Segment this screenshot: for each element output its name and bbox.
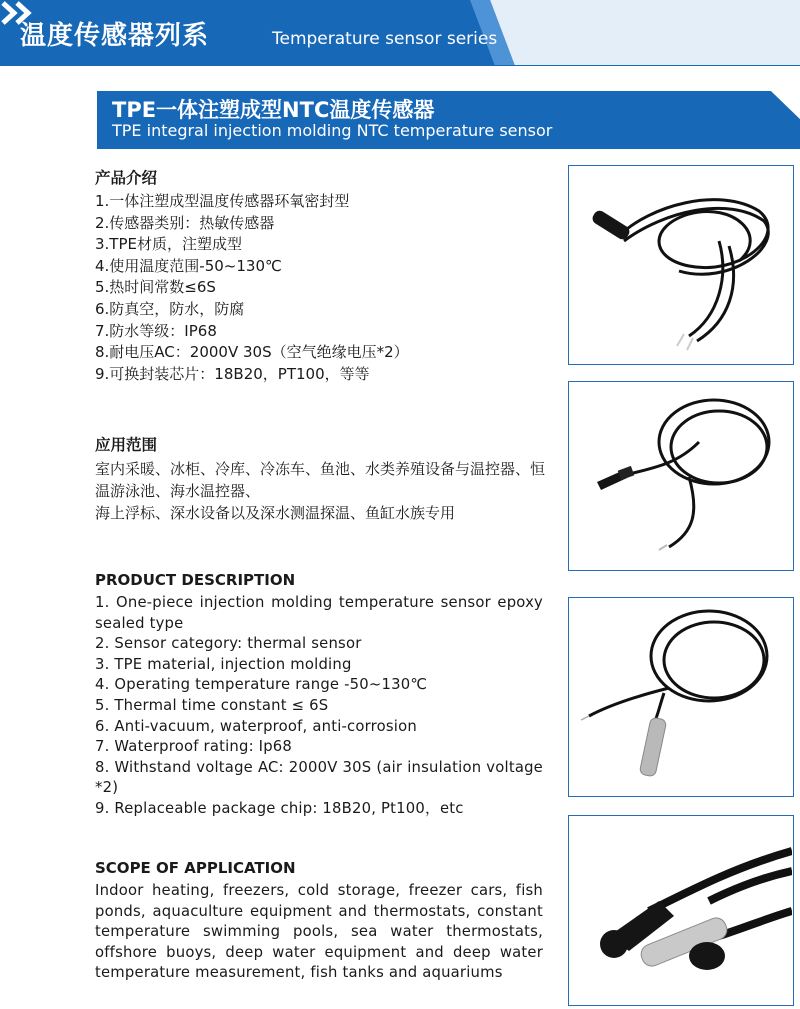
banner-title-cn: 温度传感器列系	[20, 21, 210, 51]
desc-en-heading: PRODUCT DESCRIPTION	[95, 571, 296, 589]
coiled-cable-sensor-image	[569, 166, 792, 363]
list-item: 3. TPE material, injection molding	[95, 655, 352, 673]
product-photo-2	[568, 381, 794, 571]
intro-cn-heading: 产品介绍	[95, 169, 158, 187]
scope-cn-text: 室内采暖、冰柜、冷库、冷冻车、鱼池、水类养殖设备与温控器、恒温游泳池、海水温控器、	[95, 460, 546, 500]
list-item: 2. Sensor category: thermal sensor	[95, 635, 362, 653]
product-photo-4	[568, 815, 794, 1006]
scope-en-heading: SCOPE OF APPLICATION	[95, 859, 296, 877]
list-item: 1. One-piece injection molding temperature sensor epoxy sealed type	[95, 594, 543, 632]
list-item: 8.耐电压AC：2000V 30S（空气绝缘电压*2）	[95, 343, 409, 362]
scope-en-section	[95, 857, 543, 984]
sensor-probes-closeup-image	[569, 816, 792, 1004]
list-item: 4. Operating temperature range -50~130℃	[95, 676, 428, 694]
list-item: 6. Anti-vacuum, waterproof, anti-corrosion	[95, 717, 417, 735]
double-chevron-right-icon	[0, 0, 36, 26]
list-item: 1.一体注塑成型温度传感器环氧密封型	[95, 192, 350, 210]
intro-cn-section	[95, 167, 545, 385]
scope-cn-heading: 应用范围	[95, 436, 158, 454]
desc-en-section	[95, 569, 543, 820]
product-photo-1	[568, 165, 794, 365]
list-item: 2.传感器类别：热敏传感器	[95, 213, 275, 232]
list-item: 9. Replaceable package chip: 18B20, Pt100，etc	[95, 799, 464, 817]
coiled-cable-sensor-image	[569, 382, 792, 569]
scope-cn-section	[95, 434, 553, 524]
top-banner	[0, 0, 800, 66]
list-item: 6.防真空，防水，防腐	[95, 299, 245, 318]
list-item: 7. Waterproof rating: Ip68	[95, 738, 293, 756]
list-item: 5. Thermal time constant ≤ 6S	[95, 696, 329, 714]
product-photo-3	[568, 597, 794, 797]
subtitle-en: TPE integral injection molding NTC temperature sensor	[112, 121, 553, 140]
banner-title-en: Temperature sensor series	[272, 29, 498, 49]
list-item: 3.TPE材质，注塑成型	[95, 235, 242, 254]
list-item: 7.防水等级：IP68	[95, 321, 217, 340]
subtitle-cn: TPE一体注塑成型NTC温度传感器	[112, 98, 435, 122]
list-item: 9.可换封装芯片：18B20，PT100，等等	[95, 364, 370, 383]
scope-en-text: Indoor heating, freezers, cold storage, freezer cars, fish ponds, aquaculture equipment and thermostats, constant temperature swimming pools, sea water thermostats, offshore buoys, deep water equipment and deep water temperature measurement, fish tanks and aquariums	[95, 882, 543, 982]
scope-cn-text-2: 海上浮标、深水设备以及深水测温探温、鱼缸水族专用	[95, 504, 456, 522]
steel-probe-sensor-image	[569, 598, 792, 795]
list-item: 8. Withstand voltage AC: 2000V 30S (air insulation voltage *2)	[95, 758, 543, 797]
list-item: 4.使用温度范围-50~130℃	[95, 256, 282, 275]
list-item: 5.热时间常数≤6S	[95, 278, 216, 297]
